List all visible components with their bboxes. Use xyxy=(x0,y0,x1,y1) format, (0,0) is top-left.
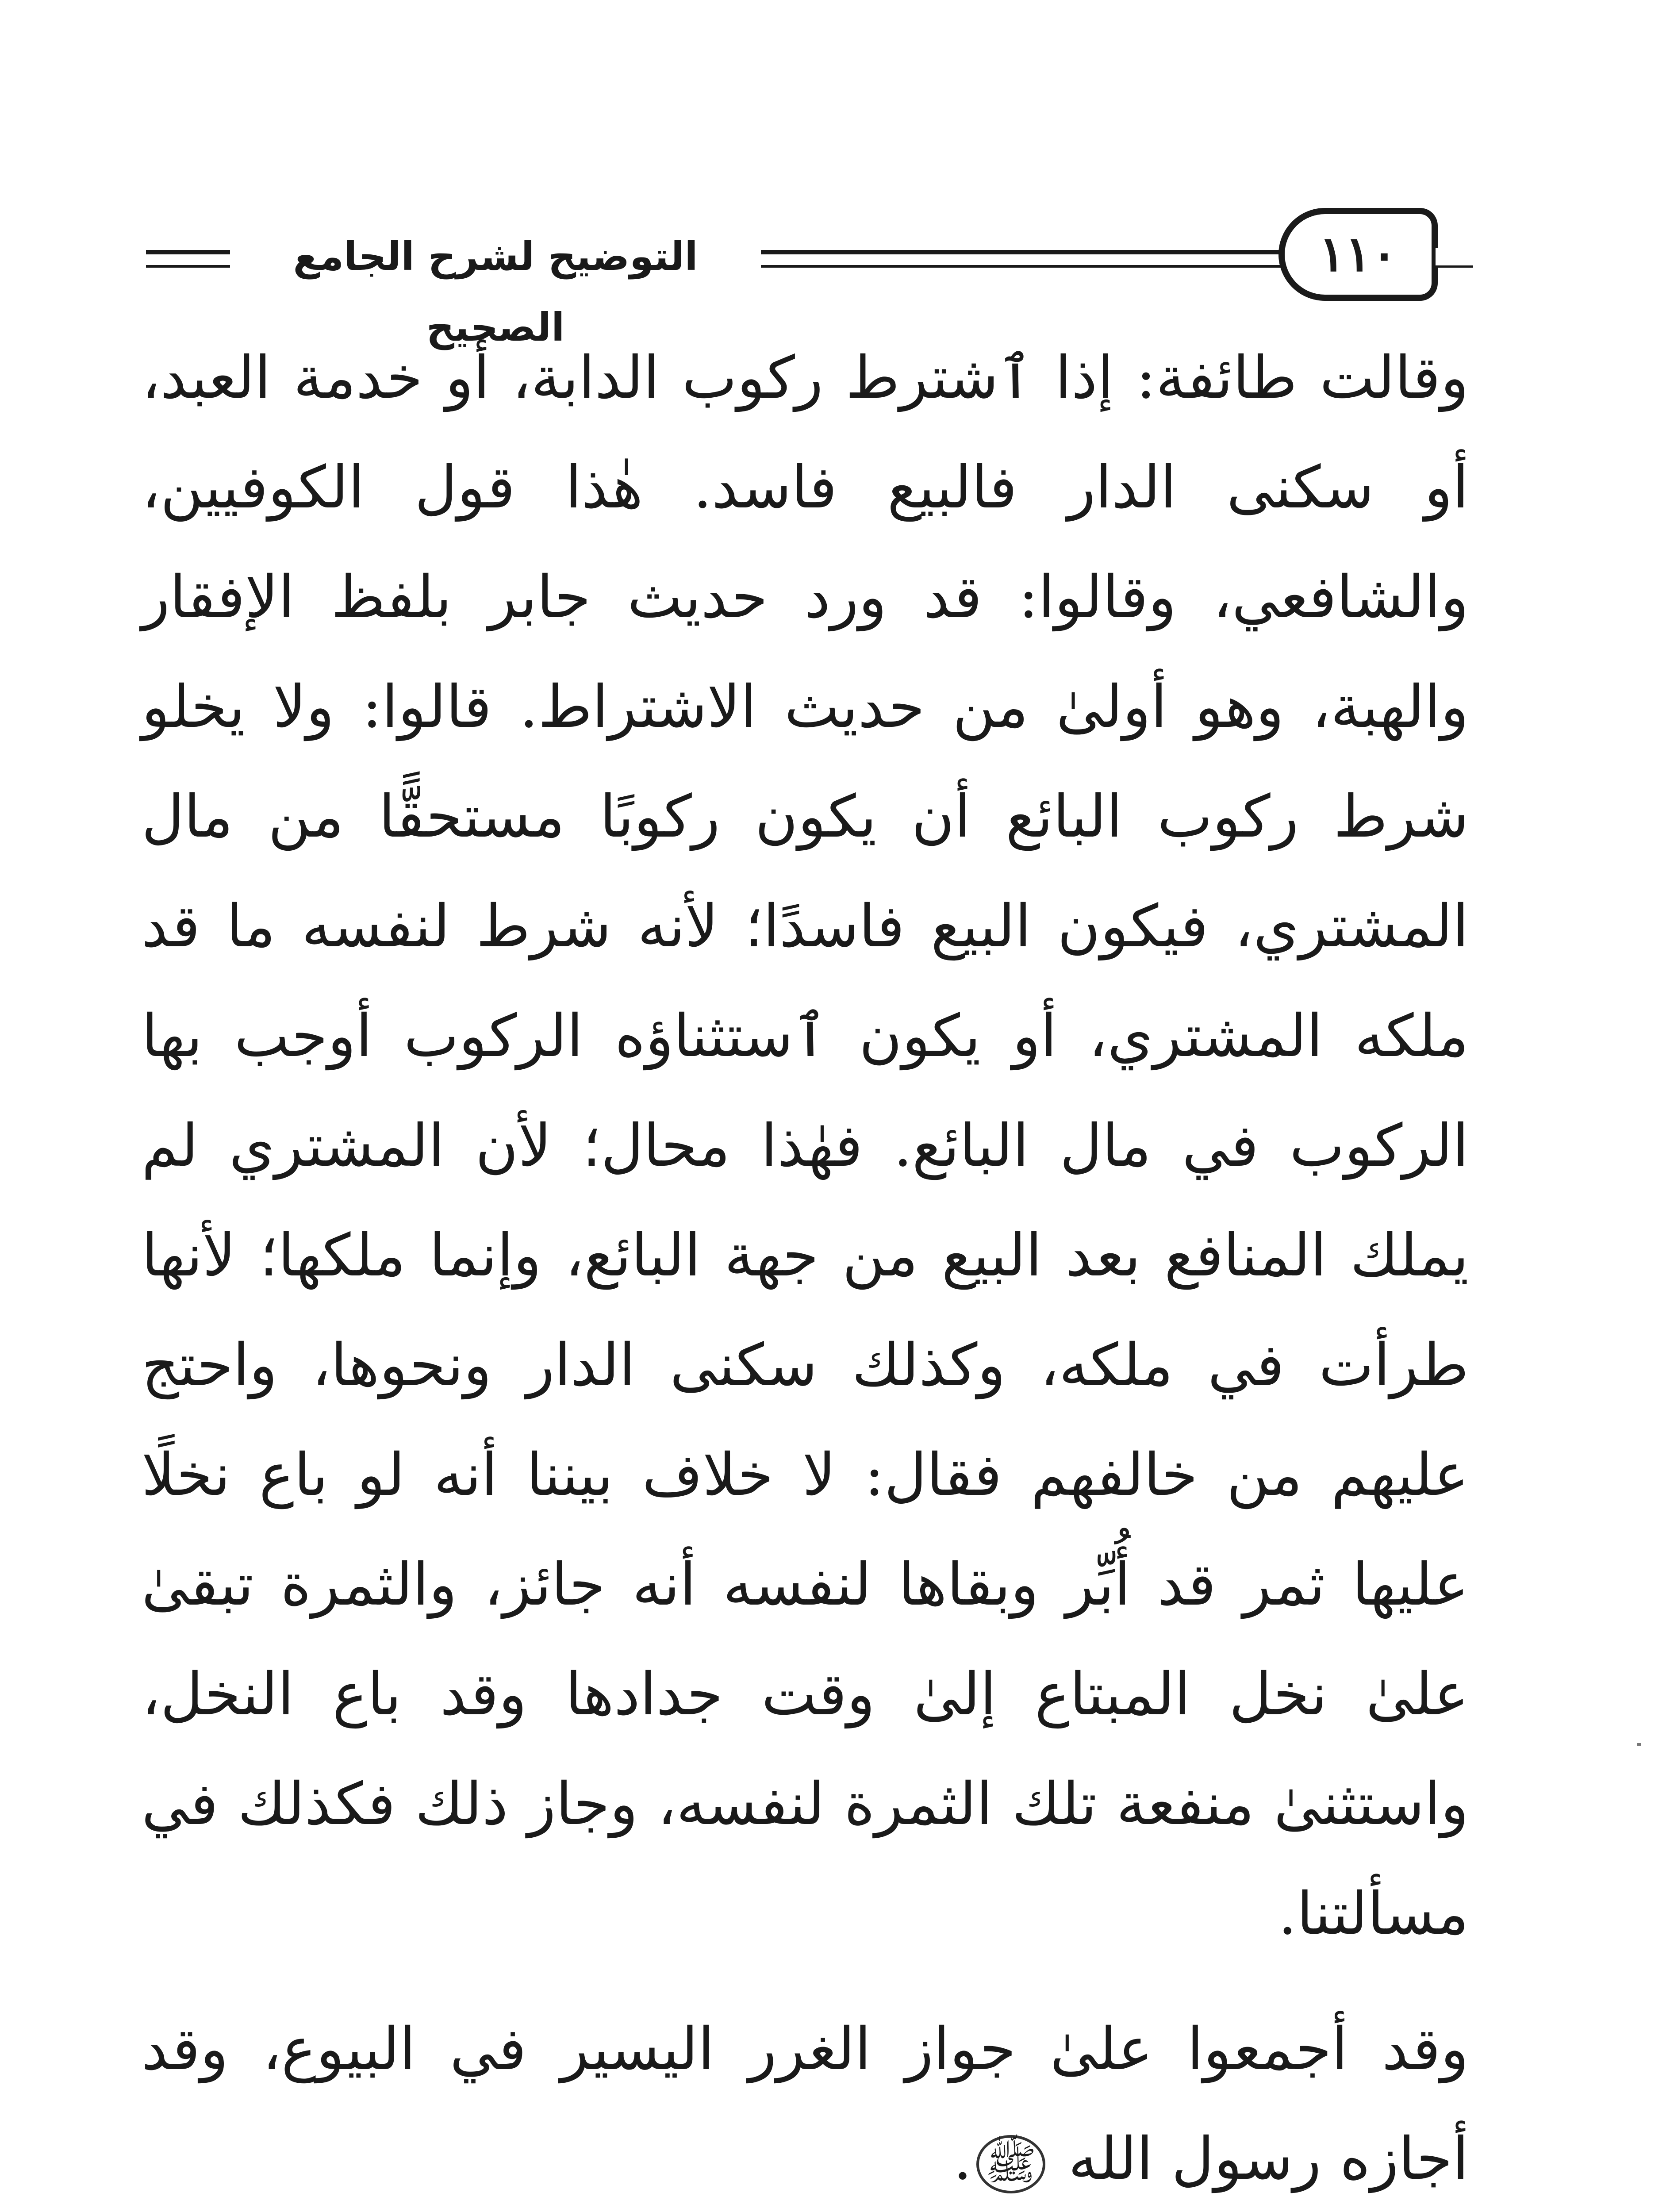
main-text xyxy=(142,323,1469,2212)
page-number-ornament xyxy=(1436,248,1475,265)
margin-mark xyxy=(1637,1743,1641,1746)
paragraph-1: وقالت طائفة: إذا ٱشترط ركوب الدابة، أو خدمة العبد، أو سكنى الدار فالبيع فاسد. هٰذا قول الكوفيين، والشافعي، وقالوا: قد ورد حديث جابر بلفظ الإفقار والهبة، وهو أولىٰ من حديث الاشتراط. قالوا: ولا يخلو شرط ركوب البائع أن يكون ركوبًا مستحقًّا من مال المشتري، فيكون البيع فاسدًا؛ لأنه شرط لنفسه ما قد ملكه المشتري، أو يكون ٱستثناؤه الركوب أوجب بها الركوب في مال البائع. فهٰذا محال؛ لأن المشتري لم يملك المنافع بعد البيع من جهة البائع، وإنما ملكها؛ لأنها طرأت في ملكه، وكذلك سكنى الدار ونحوها، واحتج عليهم من خالفهم فقال: لا خلاف بيننا أنه لو باع نخلًا عليها ثمر قد أُبِّر وبقاها لنفسه أنه جائز، والثمرة تبقىٰ علىٰ نخل المبتاع إلىٰ وقت جدادها وقد باع النخل، واستثنىٰ منفعة تلك الثمرة لنفسه، وجاز ذلك فكذلك في مسألتنا. xyxy=(142,344,1469,1948)
paragraph-2-period: . xyxy=(953,2125,972,2193)
page-number: ١١٠ xyxy=(1278,208,1438,301)
page-title: التوضيح لشرح الجامع الصحيح xyxy=(230,221,761,292)
salutation-glyph: ﷺ xyxy=(976,2135,1045,2193)
paragraph-2-text: وقد أجمعوا علىٰ جواز الغرر اليسير في البيوع، وقد أجازه رسول الله xyxy=(142,2015,1469,2193)
paragraph-2 xyxy=(142,1994,1469,2212)
